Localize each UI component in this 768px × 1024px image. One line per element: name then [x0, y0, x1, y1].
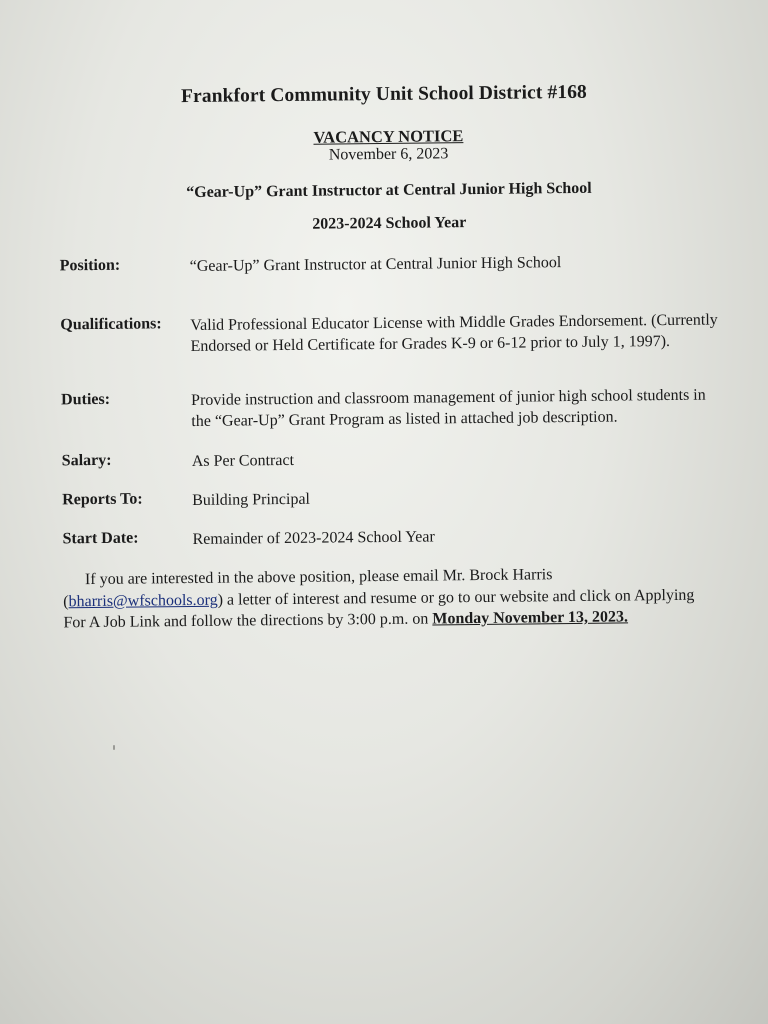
position-value: “Gear-Up” Grant Instructor at Central Junior High School: [189, 254, 562, 276]
position-row: [59, 250, 720, 276]
salary-row: [61, 445, 722, 470]
district-name: Frankfort Community Unit School District #168: [180, 81, 587, 108]
reports-to-value: Building Principal: [192, 490, 311, 509]
contact-email-link[interactable]: bharris@wfschools.org: [68, 591, 218, 610]
qualifications-label: Qualifications:: [60, 315, 162, 334]
duties-row: [61, 384, 721, 430]
notice-title: VACANCY NOTICE: [313, 126, 464, 147]
position-heading: “Gear-Up” Grant Instructor at Central Junior High School: [186, 179, 592, 202]
start-date-row: [62, 523, 722, 548]
qualifications-value: Valid Professional Educator License with Middle Grades Endorsement. (Currently Endorsed or Held Certificate for Grades K-9 or 6-12 prior to July 1, 1997).: [190, 311, 718, 355]
application-instructions: [63, 563, 714, 634]
salary-label: Salary:: [61, 451, 112, 470]
reports-to-label: Reports To:: [62, 490, 143, 509]
position-label: Position:: [59, 256, 121, 275]
instructions-middle: ) a letter of interest and resume or go to our website and click on Applying For A Job Link and follow the directions by 3:00 p.m. on: [63, 586, 695, 632]
start-date-value: Remainder of 2023-2024 School Year: [192, 528, 435, 548]
duties-value: Provide instruction and classroom management of junior high school students in the “Gear-Up” Grant Program as listed in attached job description.: [191, 386, 706, 430]
start-date-label: Start Date:: [62, 529, 139, 548]
duties-label: Duties:: [61, 390, 111, 409]
school-year-heading: 2023-2024 School Year: [312, 214, 467, 233]
application-deadline: Monday November 13, 2023.: [432, 608, 629, 628]
paper-speck: [113, 745, 115, 750]
salary-value: As Per Contract: [191, 451, 295, 470]
notice-date: November 6, 2023: [328, 145, 449, 164]
reports-to-row: [62, 484, 722, 509]
instructions-intro: If you are interested in the above position, please email Mr. Brock Harris (: [63, 566, 553, 610]
qualifications-row: [60, 309, 720, 355]
